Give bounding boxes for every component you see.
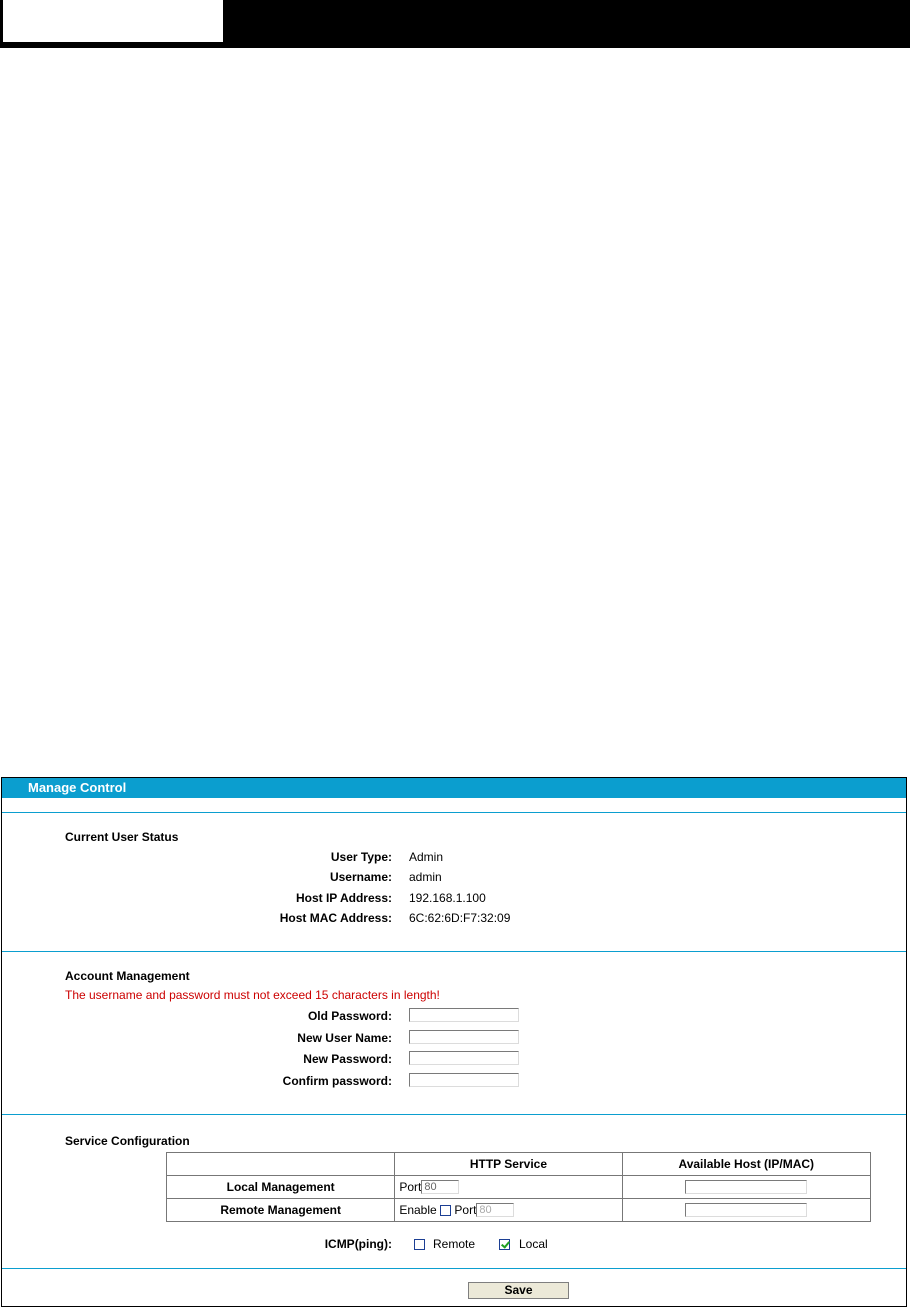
remote-management-label: Remote Management xyxy=(167,1199,395,1222)
save-button[interactable]: Save xyxy=(468,1282,569,1299)
service-table xyxy=(166,1152,871,1222)
host-ip-value: 192.168.1.100 xyxy=(409,891,486,905)
service-header-row xyxy=(167,1153,871,1176)
section-divider xyxy=(2,1268,906,1269)
service-header-blank xyxy=(167,1153,395,1176)
col-http-service: HTTP Service xyxy=(395,1153,622,1176)
icmp-remote-label: Remote xyxy=(433,1237,476,1251)
local-management-label: Local Management xyxy=(167,1176,395,1199)
manage-control-panel xyxy=(1,777,907,1307)
service-heading: Service Configuration xyxy=(65,1134,190,1148)
confirm-password-field[interactable] xyxy=(409,1073,519,1087)
local-port-input[interactable]: 80 xyxy=(421,1180,459,1194)
new-password-label: New Password: xyxy=(303,1052,392,1066)
new-username-label: New User Name: xyxy=(297,1031,392,1045)
local-management-row xyxy=(167,1176,871,1199)
user-type-label: User Type: xyxy=(330,850,392,864)
user-status-heading: Current User Status xyxy=(65,830,179,844)
username-label: Username: xyxy=(329,870,392,884)
remote-port-input[interactable]: 80 xyxy=(476,1203,514,1217)
document-header-tab xyxy=(3,0,223,42)
remote-enable-checkbox[interactable] xyxy=(440,1205,451,1216)
local-host-cell xyxy=(622,1176,870,1199)
local-host-input[interactable] xyxy=(685,1180,807,1194)
icmp-local-label: Local xyxy=(519,1237,548,1251)
local-port-label: Port xyxy=(399,1179,422,1194)
section-divider xyxy=(2,1114,906,1115)
icmp-local-checkbox[interactable] xyxy=(499,1239,510,1250)
username-value: admin xyxy=(409,870,442,884)
panel-title: Manage Control xyxy=(2,778,906,798)
user-type-value: Admin xyxy=(409,850,444,864)
remote-management-row xyxy=(167,1199,871,1222)
account-warning: The username and password must not exceed 15 characters in length! xyxy=(65,988,440,1002)
remote-host-input[interactable] xyxy=(685,1203,807,1217)
section-divider xyxy=(2,951,906,952)
icmp-remote-checkbox[interactable] xyxy=(414,1239,425,1250)
document-header-bar xyxy=(0,0,910,48)
account-heading: Account Management xyxy=(65,969,190,983)
old-password-label: Old Password: xyxy=(307,1009,392,1023)
old-password-field[interactable] xyxy=(409,1008,519,1022)
new-password-field[interactable] xyxy=(409,1051,519,1065)
confirm-password-label: Confirm password: xyxy=(282,1074,392,1088)
col-available-host: Available Host (IP/MAC) xyxy=(622,1153,870,1176)
local-http-cell xyxy=(395,1176,622,1199)
document-header-rule xyxy=(3,44,223,47)
remote-port-label: Port xyxy=(454,1202,477,1217)
remote-host-cell xyxy=(622,1199,870,1222)
remote-enable-label: Enable xyxy=(399,1202,437,1217)
section-divider xyxy=(2,812,906,813)
new-username-field[interactable] xyxy=(409,1030,519,1044)
host-mac-label: Host MAC Address: xyxy=(279,911,392,925)
host-ip-label: Host IP Address: xyxy=(295,891,392,905)
remote-http-cell xyxy=(395,1199,622,1222)
host-mac-value: 6C:62:6D:F7:32:09 xyxy=(409,911,511,925)
icmp-label: ICMP(ping): xyxy=(324,1237,392,1251)
